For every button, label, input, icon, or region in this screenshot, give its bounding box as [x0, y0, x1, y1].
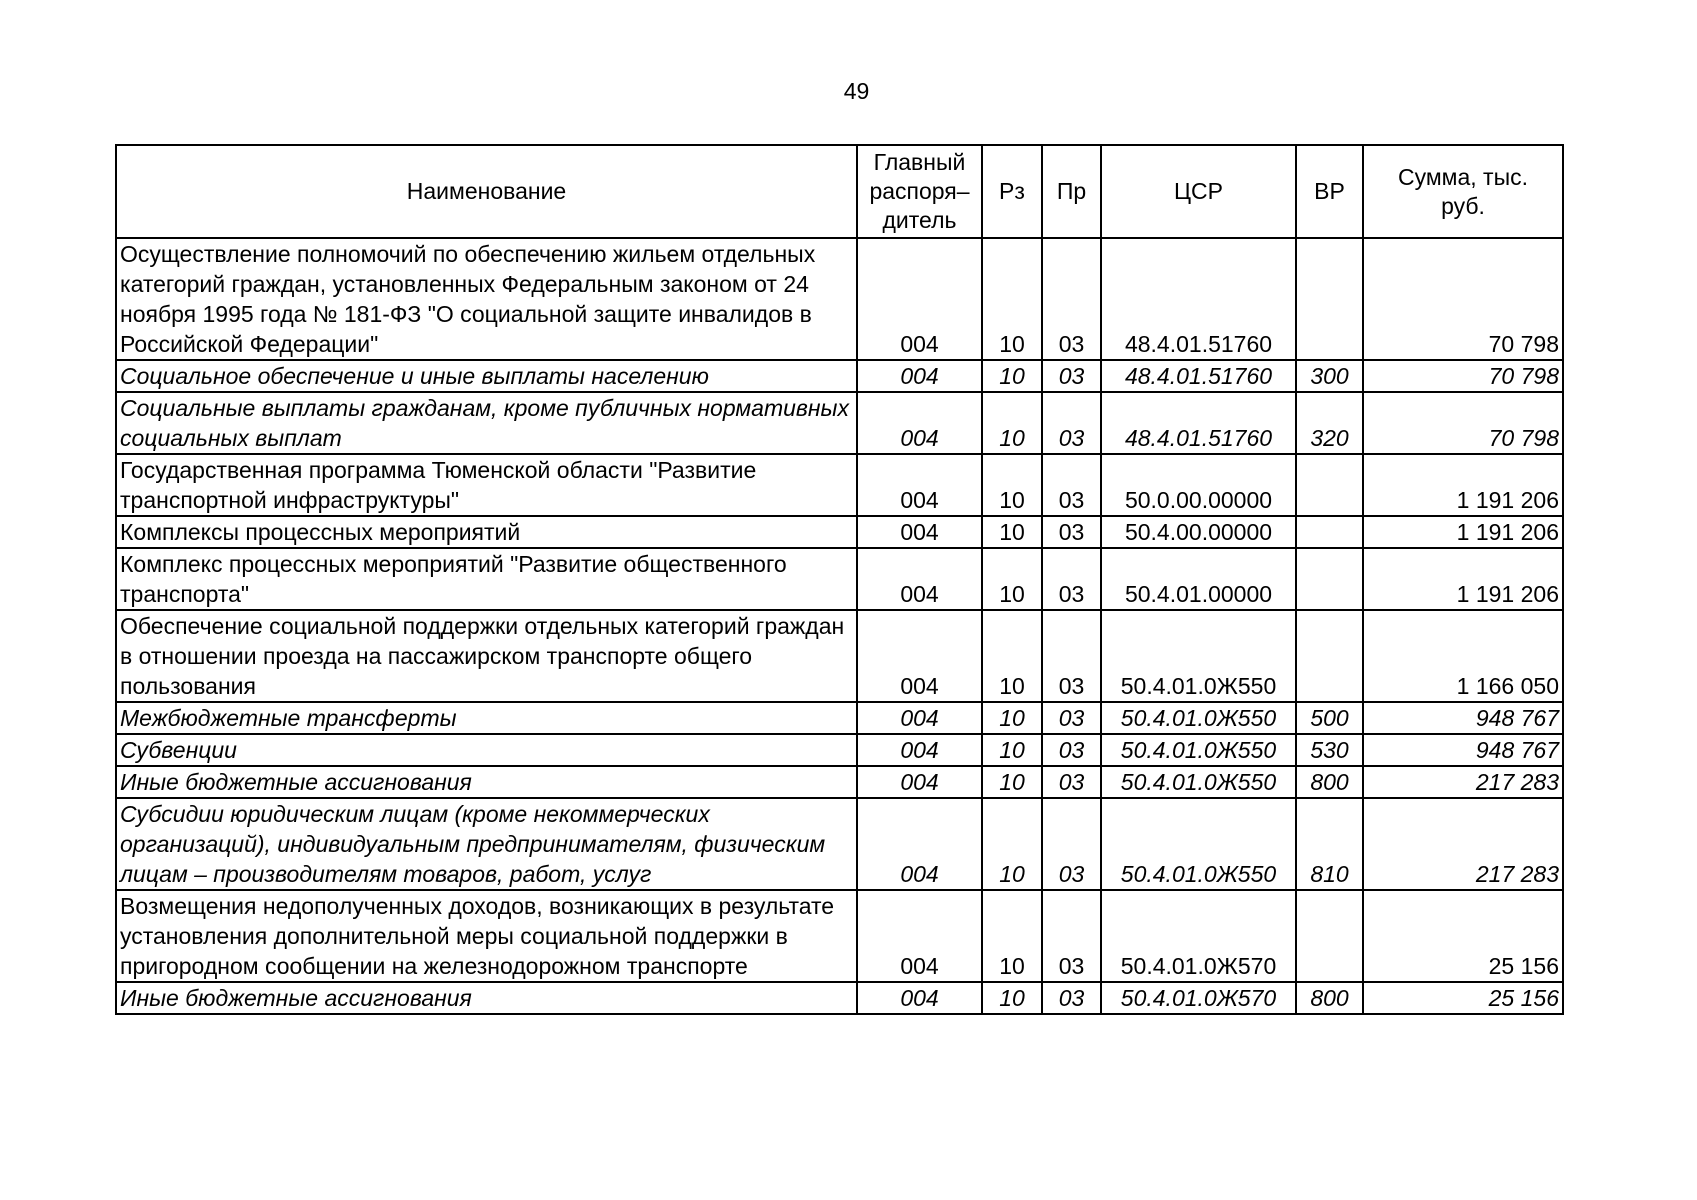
- cell-pr: 03: [1042, 238, 1101, 360]
- cell-name: Социальные выплаты гражданам, кроме публичных нормативных социальных выплат: [116, 392, 857, 454]
- cell-rz: 10: [982, 360, 1042, 392]
- cell-rz: 10: [982, 702, 1042, 734]
- cell-vr: [1296, 610, 1363, 702]
- table-row: [116, 766, 1563, 798]
- header-name: Наименование: [116, 145, 857, 238]
- cell-csr: 50.4.01.0Ж550: [1101, 702, 1296, 734]
- cell-pr: 03: [1042, 982, 1101, 1014]
- cell-pr: 03: [1042, 516, 1101, 548]
- cell-sum: 25 156: [1363, 890, 1563, 982]
- cell-name: Комплекс процессных мероприятий "Развитие общественного транспорта": [116, 548, 857, 610]
- header-csr: ЦСР: [1101, 145, 1296, 238]
- cell-csr: 50.4.01.0Ж550: [1101, 766, 1296, 798]
- cell-sum: 70 798: [1363, 360, 1563, 392]
- cell-csr: 50.4.01.0Ж550: [1101, 610, 1296, 702]
- cell-name: Социальное обеспечение и иные выплаты населению: [116, 360, 857, 392]
- cell-vr: [1296, 890, 1363, 982]
- cell-csr: 50.4.01.0Ж550: [1101, 798, 1296, 890]
- cell-vr: 530: [1296, 734, 1363, 766]
- cell-name: Субвенции: [116, 734, 857, 766]
- header-row: [116, 145, 1563, 238]
- cell-vr: 500: [1296, 702, 1363, 734]
- cell-rz: 10: [982, 238, 1042, 360]
- cell-vr: 800: [1296, 982, 1363, 1014]
- table-row: [116, 610, 1563, 702]
- cell-name: Обеспечение социальной поддержки отдельных категорий граждан в отношении проезда на пассажирском транспорте общего пользования: [116, 610, 857, 702]
- cell-sum: 70 798: [1363, 238, 1563, 360]
- cell-name: Иные бюджетные ассигнования: [116, 982, 857, 1014]
- cell-rz: 10: [982, 454, 1042, 516]
- cell-rz: 10: [982, 798, 1042, 890]
- cell-pr: 03: [1042, 734, 1101, 766]
- cell-rz: 10: [982, 392, 1042, 454]
- cell-pr: 03: [1042, 702, 1101, 734]
- cell-csr: 48.4.01.51760: [1101, 360, 1296, 392]
- cell-glav: 004: [857, 238, 982, 360]
- cell-pr: 03: [1042, 454, 1101, 516]
- cell-glav: 004: [857, 798, 982, 890]
- cell-sum: 1 191 206: [1363, 454, 1563, 516]
- cell-pr: 03: [1042, 766, 1101, 798]
- cell-pr: 03: [1042, 360, 1101, 392]
- cell-csr: 50.4.00.00000: [1101, 516, 1296, 548]
- cell-csr: 50.4.01.0Ж550: [1101, 734, 1296, 766]
- table-row: [116, 982, 1563, 1014]
- budget-table: [115, 144, 1564, 1015]
- table-row: [116, 798, 1563, 890]
- cell-sum: 217 283: [1363, 766, 1563, 798]
- cell-sum: 948 767: [1363, 702, 1563, 734]
- cell-rz: 10: [982, 766, 1042, 798]
- cell-vr: [1296, 454, 1363, 516]
- cell-rz: 10: [982, 982, 1042, 1014]
- cell-name: Межбюджетные трансферты: [116, 702, 857, 734]
- header-pr: Пр: [1042, 145, 1101, 238]
- cell-sum: 1 191 206: [1363, 516, 1563, 548]
- cell-vr: [1296, 238, 1363, 360]
- cell-glav: 004: [857, 392, 982, 454]
- cell-rz: 10: [982, 734, 1042, 766]
- cell-glav: 004: [857, 766, 982, 798]
- cell-rz: 10: [982, 610, 1042, 702]
- table-row: [116, 360, 1563, 392]
- cell-vr: 810: [1296, 798, 1363, 890]
- table-row: [116, 392, 1563, 454]
- cell-name: Государственная программа Тюменской области "Развитие транспортной инфраструктуры": [116, 454, 857, 516]
- cell-name: Осуществление полномочий по обеспечению жильем отдельных категорий граждан, установленных Федеральным законом от 24 ноября 1995 года № 181-ФЗ "О социальной защите инвалидов в Российской Федерации": [116, 238, 857, 360]
- cell-glav: 004: [857, 454, 982, 516]
- cell-pr: 03: [1042, 890, 1101, 982]
- table-row: [116, 890, 1563, 982]
- cell-glav: 004: [857, 548, 982, 610]
- cell-vr: 320: [1296, 392, 1363, 454]
- cell-csr: 48.4.01.51760: [1101, 238, 1296, 360]
- table-row: [116, 702, 1563, 734]
- page-number: 49: [843, 78, 870, 104]
- cell-pr: 03: [1042, 548, 1101, 610]
- table-row: [116, 548, 1563, 610]
- cell-glav: 004: [857, 702, 982, 734]
- cell-rz: 10: [982, 516, 1042, 548]
- cell-glav: 004: [857, 360, 982, 392]
- cell-vr: 800: [1296, 766, 1363, 798]
- cell-vr: 300: [1296, 360, 1363, 392]
- cell-rz: 10: [982, 890, 1042, 982]
- cell-name: Возмещения недополученных доходов, возникающих в результате установления дополнительной меры социальной поддержки в пригородном сообщении на железнодорожном транспорте: [116, 890, 857, 982]
- table-row: [116, 734, 1563, 766]
- cell-name: Субсидии юридическим лицам (кроме некоммерческих организаций), индивидуальным предпринимателям, физическим лицам – производителям товаров, работ, услуг: [116, 798, 857, 890]
- cell-rz: 10: [982, 548, 1042, 610]
- cell-glav: 004: [857, 734, 982, 766]
- cell-name: Иные бюджетные ассигнования: [116, 766, 857, 798]
- cell-sum: 70 798: [1363, 392, 1563, 454]
- cell-sum: 25 156: [1363, 982, 1563, 1014]
- cell-csr: 50.4.01.00000: [1101, 548, 1296, 610]
- cell-csr: 50.0.00.00000: [1101, 454, 1296, 516]
- cell-glav: 004: [857, 516, 982, 548]
- cell-name: Комплексы процессных мероприятий: [116, 516, 857, 548]
- header-rz: Рз: [982, 145, 1042, 238]
- cell-vr: [1296, 516, 1363, 548]
- cell-glav: 004: [857, 982, 982, 1014]
- cell-csr: 48.4.01.51760: [1101, 392, 1296, 454]
- cell-sum: 1 166 050: [1363, 610, 1563, 702]
- cell-vr: [1296, 548, 1363, 610]
- cell-sum: 1 191 206: [1363, 548, 1563, 610]
- cell-glav: 004: [857, 610, 982, 702]
- cell-pr: 03: [1042, 610, 1101, 702]
- cell-csr: 50.4.01.0Ж570: [1101, 982, 1296, 1014]
- cell-sum: 217 283: [1363, 798, 1563, 890]
- header-vr: ВР: [1296, 145, 1363, 238]
- table-row: [116, 238, 1563, 360]
- table-row: [116, 454, 1563, 516]
- cell-sum: 948 767: [1363, 734, 1563, 766]
- cell-csr: 50.4.01.0Ж570: [1101, 890, 1296, 982]
- table-row: [116, 516, 1563, 548]
- cell-pr: 03: [1042, 798, 1101, 890]
- header-main-manager: Главный распоря– дитель: [857, 145, 982, 238]
- cell-glav: 004: [857, 890, 982, 982]
- header-sum: Сумма, тыс. руб.: [1363, 145, 1563, 238]
- cell-pr: 03: [1042, 392, 1101, 454]
